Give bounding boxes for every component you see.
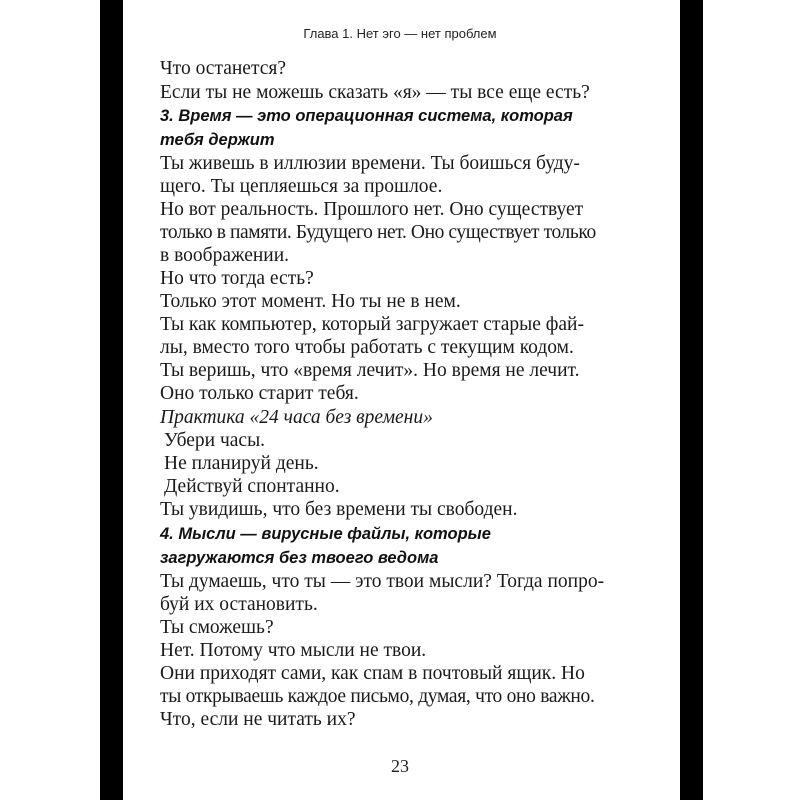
text-line: Только этот момент. Но ты не в нем. bbox=[160, 291, 461, 312]
text-line: Но что тогда есть? bbox=[160, 268, 314, 289]
running-header: Глава 1. Нет эго — нет проблем bbox=[303, 26, 497, 41]
text-line: Если ты не можешь сказать «я» — ты все еще есть? bbox=[160, 82, 590, 103]
text-line: лы, вместо того чтобы работать с текущим кодом. bbox=[160, 337, 574, 358]
section-heading: 3. Время — это операционная система, которая bbox=[160, 107, 573, 125]
section-heading: загружаются без твоего ведома bbox=[160, 549, 439, 567]
text-line: Ты увидишь, что без времени ты свободен. bbox=[160, 499, 518, 520]
text-line: Ты думаешь, что ты — это твои мысли? Тогда попро- bbox=[160, 571, 605, 592]
text-line: буй их остановить. bbox=[160, 594, 318, 615]
text-line: Ты как компьютер, который загружает старые фай- bbox=[160, 314, 584, 335]
text-line: в воображении. bbox=[160, 245, 290, 266]
text-line: Нет. Потому что мысли не твои. bbox=[160, 640, 427, 661]
text-line: щего. Ты цепляешься за прошлое. bbox=[160, 176, 443, 197]
section-heading: 4. Мысли — вирусные файлы, которые bbox=[160, 525, 491, 543]
section-heading: тебя держит bbox=[160, 131, 275, 149]
page-number: 23 bbox=[391, 756, 409, 776]
text-line: Что, если не читать их? bbox=[160, 709, 356, 730]
scan-border-left bbox=[100, 0, 123, 800]
text-line: Но вот реальность. Прошлого нет. Оно существует bbox=[160, 199, 584, 220]
text-line: Ты живешь в иллюзии времени. Ты боишься буду- bbox=[160, 153, 580, 174]
text-line: Что останется? bbox=[160, 58, 286, 79]
scan-border-right bbox=[680, 0, 703, 800]
practice-title: Практика «24 часа без времени» bbox=[160, 407, 433, 428]
text-line: Не планируй день. bbox=[164, 453, 319, 474]
text-line: Оно только старит тебя. bbox=[160, 383, 359, 404]
text-line: ты открываешь каждое письмо, думая, что оно важно. bbox=[160, 686, 595, 707]
text-line: Действуй спонтанно. bbox=[164, 476, 340, 497]
text-line: Ты сможешь? bbox=[160, 617, 274, 638]
text-line: только в памяти. Будущего нет. Оно существует только bbox=[160, 222, 596, 243]
text-line: Они приходят сами, как спам в почтовый ящик. Но bbox=[160, 663, 585, 684]
text-line: Ты веришь, что «время лечит». Но время не лечит. bbox=[160, 360, 580, 381]
text-line: Убери часы. bbox=[164, 430, 266, 451]
